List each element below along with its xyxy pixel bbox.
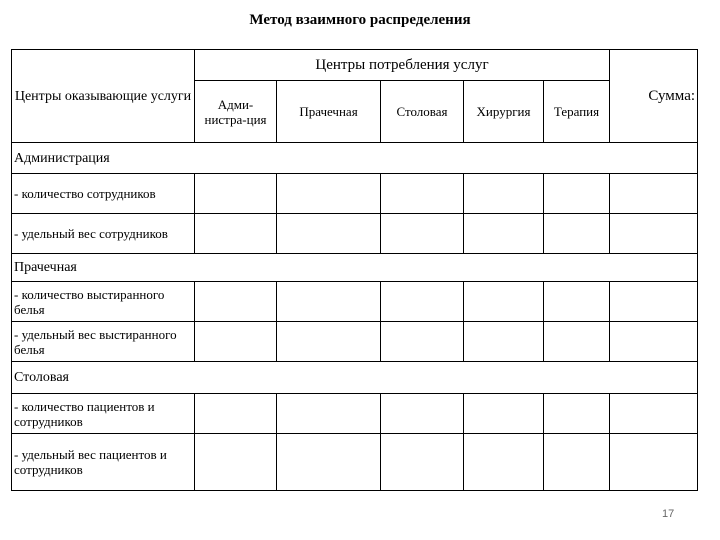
- section-label-canteen: Столовая: [12, 362, 698, 394]
- distribution-table: [11, 49, 698, 491]
- table-cell: [610, 394, 698, 434]
- table-cell: [610, 282, 698, 322]
- table-cell: [381, 394, 464, 434]
- row-label-admin-count: - количество сотрудников: [12, 174, 195, 214]
- row-label-laundry-count: - количество выстиранного белья: [12, 282, 195, 322]
- providers-header: Центры оказывающие услуги: [12, 50, 195, 143]
- table-cell: [381, 214, 464, 254]
- row-label-canteen-share: - удельный вес пациентов и сотрудников: [12, 434, 195, 491]
- page-title: Метод взаимного распределения: [249, 12, 471, 28]
- table-cell: [277, 394, 381, 434]
- table-row: [12, 434, 698, 491]
- table-cell: [277, 282, 381, 322]
- table-cell: [464, 394, 544, 434]
- table-cell: [277, 434, 381, 491]
- table-cell: [277, 322, 381, 362]
- table-cell: [544, 174, 610, 214]
- col-therapy-header: Терапия: [544, 81, 610, 143]
- table-cell: [381, 282, 464, 322]
- table-row: [12, 282, 698, 322]
- table-cell: [610, 434, 698, 491]
- col-surgery-header: Хирургия: [464, 81, 544, 143]
- table-cell: [610, 214, 698, 254]
- consumers-header: Центры потребления услуг: [195, 50, 610, 81]
- table-cell: [195, 174, 277, 214]
- table-cell: [544, 434, 610, 491]
- table-row: [12, 394, 698, 434]
- table-cell: [464, 322, 544, 362]
- table-cell: [544, 322, 610, 362]
- table-cell: [610, 174, 698, 214]
- section-label-laundry: Прачечная: [12, 254, 698, 282]
- row-label-canteen-count: - количество пациентов и сотрудников: [12, 394, 195, 434]
- table-cell: [195, 394, 277, 434]
- table-cell: [464, 214, 544, 254]
- table-row: [12, 174, 698, 214]
- table-cell: [277, 174, 381, 214]
- page-number: 17: [662, 508, 675, 520]
- table-cell: [464, 282, 544, 322]
- table-cell: [464, 434, 544, 491]
- col-canteen-header: Столовая: [381, 81, 464, 143]
- table-cell: [381, 174, 464, 214]
- header-row-top: [12, 50, 698, 81]
- table-cell: [610, 322, 698, 362]
- table-cell: [381, 434, 464, 491]
- sum-header: Сумма:: [610, 50, 698, 143]
- col-laundry-header: Прачечная: [277, 81, 381, 143]
- table-cell: [195, 322, 277, 362]
- table-cell: [195, 434, 277, 491]
- row-label-laundry-share: - удельный вес выстиранного белья: [12, 322, 195, 362]
- table-row: [12, 214, 698, 254]
- section-label-admin: Администрация: [12, 143, 698, 174]
- table-cell: [464, 174, 544, 214]
- col-admin-header: Адми-нистра-ция: [195, 81, 277, 143]
- section-row-admin: [12, 143, 698, 174]
- table-cell: [277, 214, 381, 254]
- table-cell: [195, 214, 277, 254]
- table-cell: [544, 282, 610, 322]
- table-cell: [544, 214, 610, 254]
- table-cell: [544, 394, 610, 434]
- table-cell: [381, 322, 464, 362]
- section-row-laundry: [12, 254, 698, 282]
- row-label-admin-share: - удельный вес сотрудников: [12, 214, 195, 254]
- table-cell: [195, 282, 277, 322]
- section-row-canteen: [12, 362, 698, 394]
- table-row: [12, 322, 698, 362]
